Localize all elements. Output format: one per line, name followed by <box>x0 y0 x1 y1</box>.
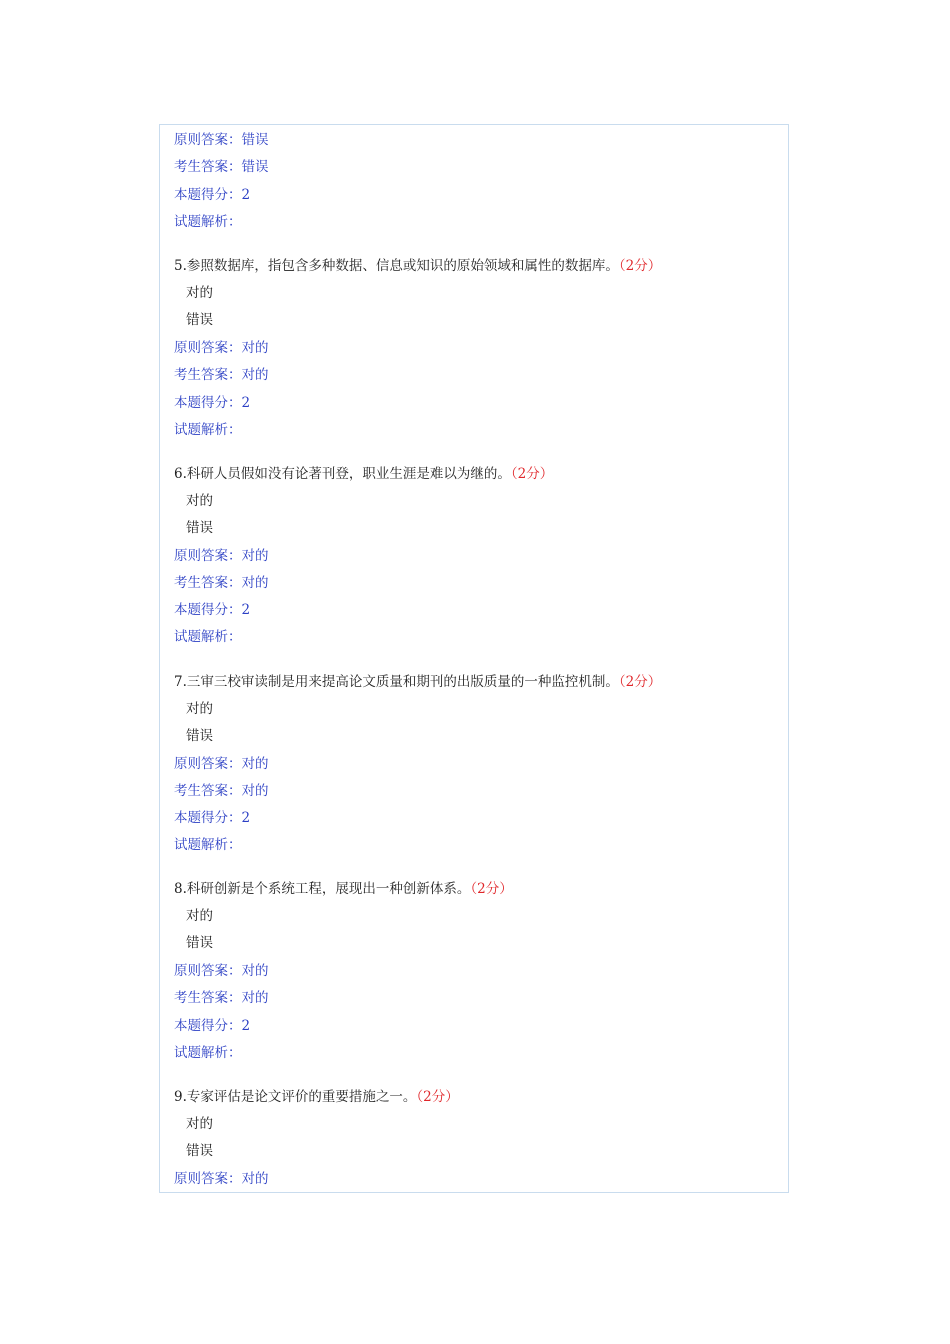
question-score: 本题得分：2 <box>174 187 251 203</box>
question-text-body: 8.科研创新是个系统工程，展现出一种创新体系。 <box>174 881 471 897</box>
option-true[interactable]: 对的 <box>186 1116 213 1132</box>
my-answer: 考生答案：对的 <box>174 575 269 591</box>
std-answer: 原则答案：对的 <box>174 756 269 772</box>
my-answer: 考生答案：对的 <box>174 783 269 799</box>
question-text <box>174 673 661 691</box>
option-false[interactable]: 错误 <box>186 520 213 536</box>
question-analysis: 试题解析： <box>174 422 242 438</box>
question-points: （2分） <box>618 674 662 690</box>
question-text <box>174 257 661 275</box>
my-answer: 考生答案：对的 <box>174 367 269 383</box>
question-analysis: 试题解析： <box>174 1045 242 1061</box>
option-false[interactable]: 错误 <box>186 312 213 328</box>
option-true[interactable]: 对的 <box>186 285 213 301</box>
question-analysis: 试题解析： <box>174 629 242 645</box>
question-text <box>174 1088 459 1106</box>
question-score: 本题得分：2 <box>174 1018 251 1034</box>
std-answer: 原则答案：对的 <box>174 963 269 979</box>
question-score: 本题得分：2 <box>174 602 251 618</box>
question-text-body: 6.科研人员假如没有论著刊登，职业生涯是难以为继的。 <box>174 466 511 482</box>
question-analysis: 试题解析： <box>174 837 242 853</box>
question-points: （2分） <box>416 1089 459 1105</box>
question-points: （2分） <box>510 466 554 482</box>
option-false[interactable]: 错误 <box>186 935 213 951</box>
question-text <box>174 880 513 898</box>
option-false[interactable]: 错误 <box>186 728 213 744</box>
option-true[interactable]: 对的 <box>186 908 213 924</box>
question-points: （2分） <box>470 881 513 897</box>
question-panel <box>159 124 789 1193</box>
my-answer: 考生答案：错误 <box>174 159 269 175</box>
my-answer: 考生答案：对的 <box>174 990 269 1006</box>
question-text-body: 9.专家评估是论文评价的重要措施之一。 <box>174 1089 417 1105</box>
question-score: 本题得分：2 <box>174 395 251 411</box>
question-text <box>174 465 553 483</box>
std-answer: 原则答案：对的 <box>174 548 269 564</box>
std-answer: 原则答案：对的 <box>174 340 269 356</box>
question-analysis: 试题解析： <box>174 214 242 230</box>
option-true[interactable]: 对的 <box>186 493 213 509</box>
question-text-body: 7.三审三校审读制是用来提高论文质量和期刊的出版质量的一种监控机制。 <box>174 674 619 690</box>
question-text-body: 5.参照数据库，指包含多种数据、信息或知识的原始领域和属性的数据库。 <box>174 258 619 274</box>
option-false[interactable]: 错误 <box>186 1143 213 1159</box>
question-points: （2分） <box>618 258 662 274</box>
option-true[interactable]: 对的 <box>186 701 213 717</box>
question-score: 本题得分：2 <box>174 810 251 826</box>
std-answer: 原则答案：对的 <box>174 1171 269 1187</box>
std-answer: 原则答案：错误 <box>174 132 269 148</box>
